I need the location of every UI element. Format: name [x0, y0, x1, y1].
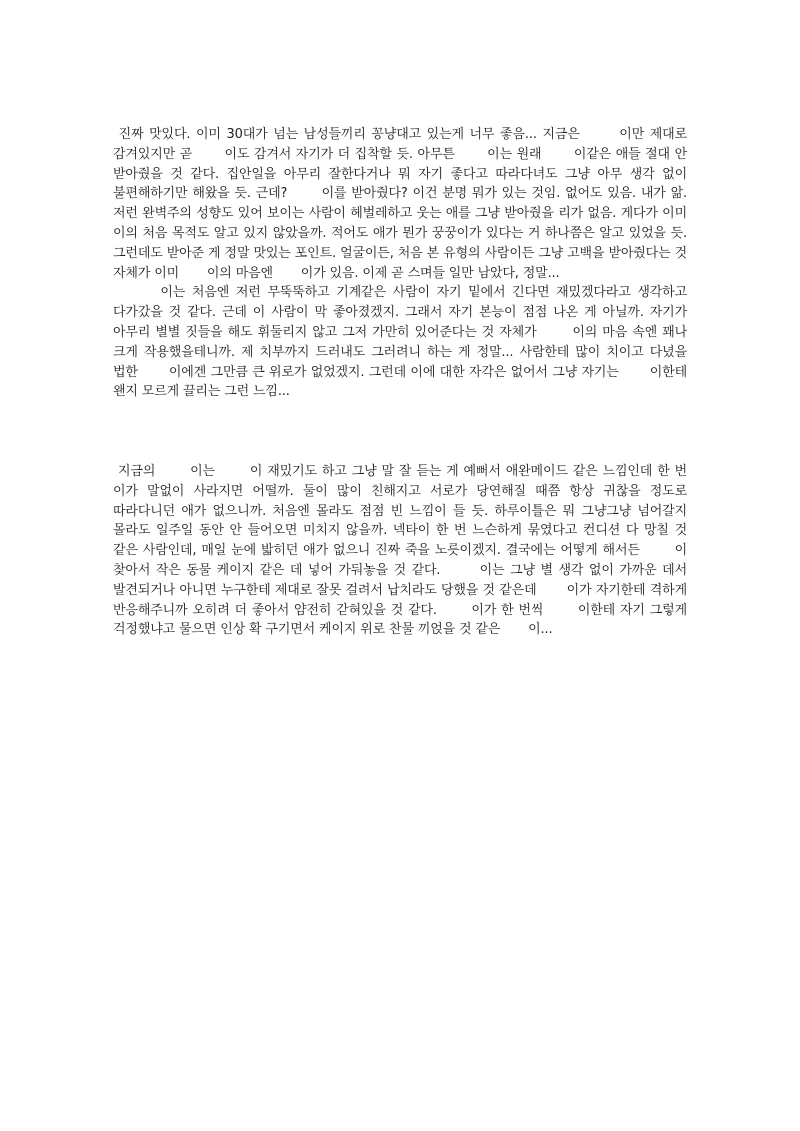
paragraph-1: 진짜 맛있다. 이미 30대가 넘는 남성들끼리 꽁냥대고 있는게 너무 좋음... 지금은 이만 제대로 감겨있지만 곧 이도 감겨서 자기가 더 집착할 듯. 아무튼 이는 원래 이같은 애들 절대 안 받아줬을 것 같다. 집안일을 아무리 잘한다거나 뭐 자기 좋다고 따라다녀도 그냥 아무 생각 없이 불편해하기만 해왔을 듯. 근데? 이를 받아줬다? 이건 분명 뭐가 있는 것임. 없어도 있음. 내가 앎. 저런 완벽주의 성향도 있어 보이는 사람이 헤벌레하고 웃는 애를 그냥 받아줬을 리가 없음. 게다가 이미 이의 처음 목적도 알고 있지 않았을까. 적어도 애가 뭔가 꿍꿍이가 있다는 거 하나쯤은 알고 있었을 듯. 그런데도 받아준 게 정말 맛있는 포인트. 얼굴이든, 처음 본 유형의 사람이든 그냥 고백을 받아줬다는 것 자체가 이미 이의 마음엔 이가 있음. 이제 곧 스며들 일만 남았다, 정말... [113, 127, 715, 281]
text-block-top [113, 125, 715, 402]
paragraph-3: 지금의 이는 이 재밌기도 하고 그냥 말 잘 듣는 게 예뻐서 애완메이드 같은 느낌인데 한 번 이가 말없이 사라지면 어떨까. 둘이 많이 친해지고 서로가 당연해질 때쯤 항상 귀찮을 정도로 따라다니던 애가 없으니까. 처음엔 몰라도 점점 빈 느낌이 들 듯. 하루이틀은 뭐 그냥그냥 넘어갈지 몰라도 일주일 동안 안 들어오면 미치지 않을까. 넥타이 한 번 느슨하게 묶였다고 컨디션 다 망칠 것 같은 사람인데, 매일 눈에 밟히던 애가 없으니 진짜 죽을 노릇이겠지. 결국에는 어떻게 해서든 이 찾아서 작은 동물 케이지 같은 데 넣어 가둬놓을 것 같다. 이는 그냥 별 생각 없이 가까운 데서 발견되거나 아니면 누구한테 제대로 잘못 걸려서 납치라도 당했을 것 같은데 이가 자기한테 격하게 반응해주니까 오히려 더 좋아서 얌전히 갇혀있을 것 같다. 이가 한 번씩 이한테 자기 그렇게 걱정했냐고 물으면 인상 확 구기면서 케이지 위로 찬물 끼얹을 것 같은 이... [113, 464, 715, 638]
paragraph-2: 이는 처음엔 저런 무뚝뚝하고 기계같은 사람이 자기 밑에서 긴다면 재밌겠다라고 생각하고 다가갔을 것 같다. 근데 이 사람이 막 좋아졌겠지. 그래서 자기 본능이 점점 나온 게 아닐까. 자기가 아무리 별별 짓들을 해도 휘둘리지 않고 그저 가만히 있어준다는 것 자체가 이의 마음 속엔 꽤나 크게 작용했을테니까. 제 치부까지 드러내도 그러려니 하는 게 정말... 사람한테 많이 치이고 다녔을 법한 이에겐 그만큼 큰 위로가 없었겠지. 그런데 이에 대한 자각은 없어서 그냥 자기는 이한테 왠지 모르게 끌리는 그런 느낌... [113, 285, 691, 400]
text-block-bottom [113, 462, 715, 640]
